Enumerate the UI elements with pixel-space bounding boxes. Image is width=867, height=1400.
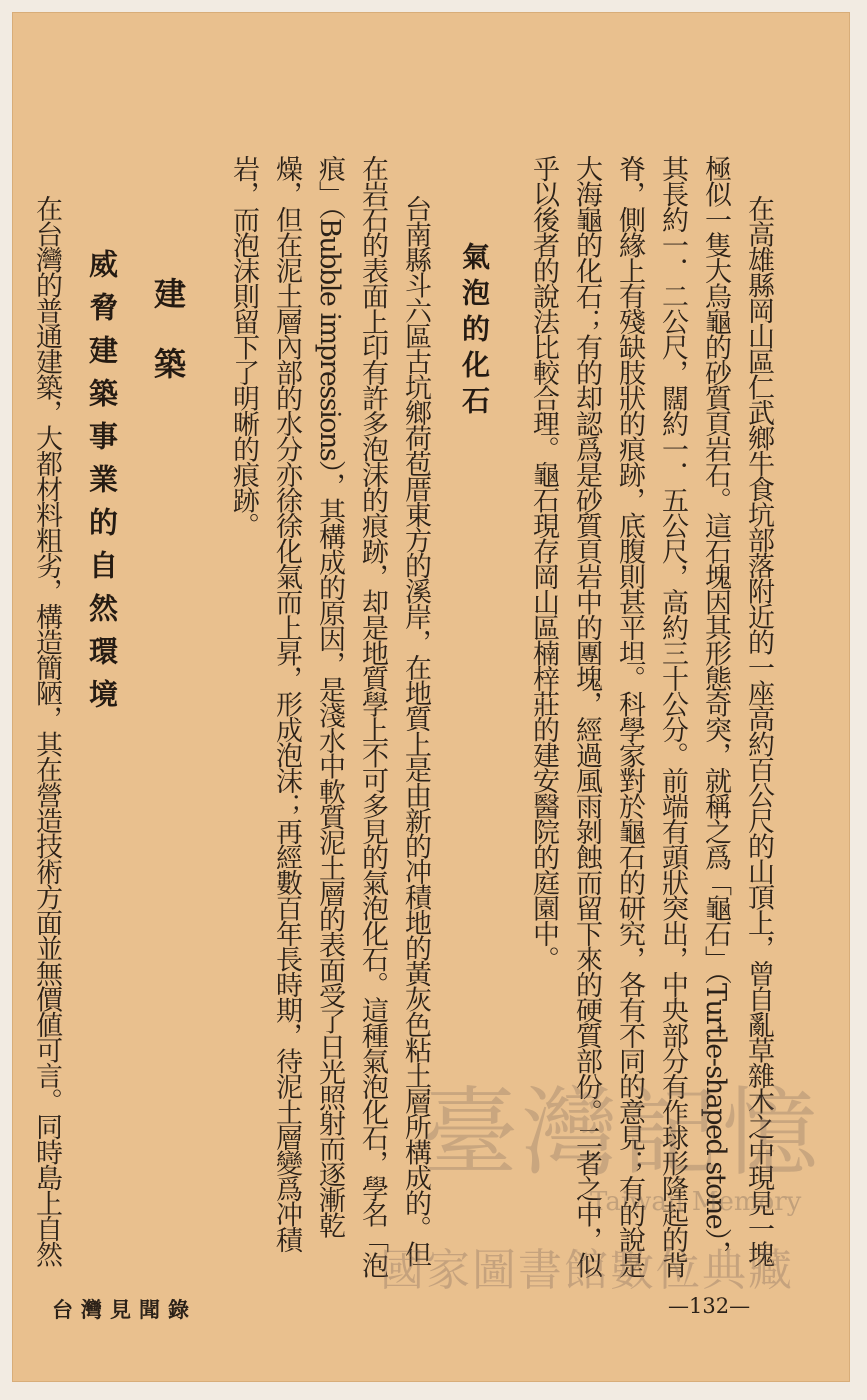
- text-column: 其長約一．二公尺，闊約一．五公尺，高約三十公分。前端有頭狀突出，中央部分有作球形隆起的背: [657, 155, 688, 1277]
- text-column: 在高雄縣岡山區仁武鄉牛食坑部落附近的一座高約百公尺的山頂上，曾自亂草雜木之中現見一塊: [743, 195, 774, 1266]
- page-number: —132—: [668, 1294, 751, 1318]
- text-column: 乎以後者的說法比較合理。龜石現存岡山區楠梓莊的建安醫院的庭園中。: [528, 155, 559, 971]
- book-page: [12, 12, 850, 1382]
- text-column: 脊，側緣上有殘缺肢狀的痕跡，底腹則甚平坦。科學家對於龜石的研究，各有不同的意見；有的說是: [614, 155, 645, 1277]
- watermark-english: Taiwan Memory: [590, 1187, 802, 1217]
- text-column: 在岩石的表面上印有許多泡沫的痕跡，却是地質學上不可多見的氣泡化石。這種氣泡化石，學名「泡: [357, 155, 388, 1277]
- book-title: 台灣見聞錄: [52, 1298, 197, 1322]
- chapter-heading-architecture: 建築: [149, 277, 187, 417]
- text-column: 岩，而泡沫則留下了明晰的痕跡。: [228, 155, 259, 538]
- text-column: 極似一隻大烏龜的砂質頁岩石。這石塊因其形態奇突，就稱之爲「龜石」（Turtle-shaped stone），: [700, 155, 731, 1266]
- watermark-org: 國家圖書館數位典藏: [380, 1245, 794, 1296]
- text-column: 痕」（Bubble impressions），其構成的原因，是淺水中軟質泥土層的表面受了日光照射而逐漸乾: [314, 155, 345, 1238]
- text-column: 燥，但在泥土層內部的水分亦徐徐化氣而上昇，形成泡沫；再經數百年長時期，待泥土層變爲冲積: [271, 155, 302, 1252]
- text-column: 台南縣斗六區古坑鄉荷苞厝東方的溪岸，在地質上是由新的冲積地的黃灰色粘土層所構成的。但: [400, 195, 431, 1266]
- text-column: 在台灣的普通建築，大都材料粗劣，構造簡陋，其在營造技術方面並無價値可言。同時島上自然: [31, 195, 62, 1266]
- text-column: 大海龜的化石；有的却認爲是砂質頁岩中的團塊，經過風雨剝蝕而留下來的硬質部份。二者之中，似: [571, 155, 602, 1277]
- section-heading-bubble-fossil: 氣泡的化石: [458, 242, 491, 422]
- section-heading-natural-environment: 威脅建築事業的自然環境: [85, 249, 119, 722]
- watermark-logo: 臺灣記憶: [422, 1077, 822, 1189]
